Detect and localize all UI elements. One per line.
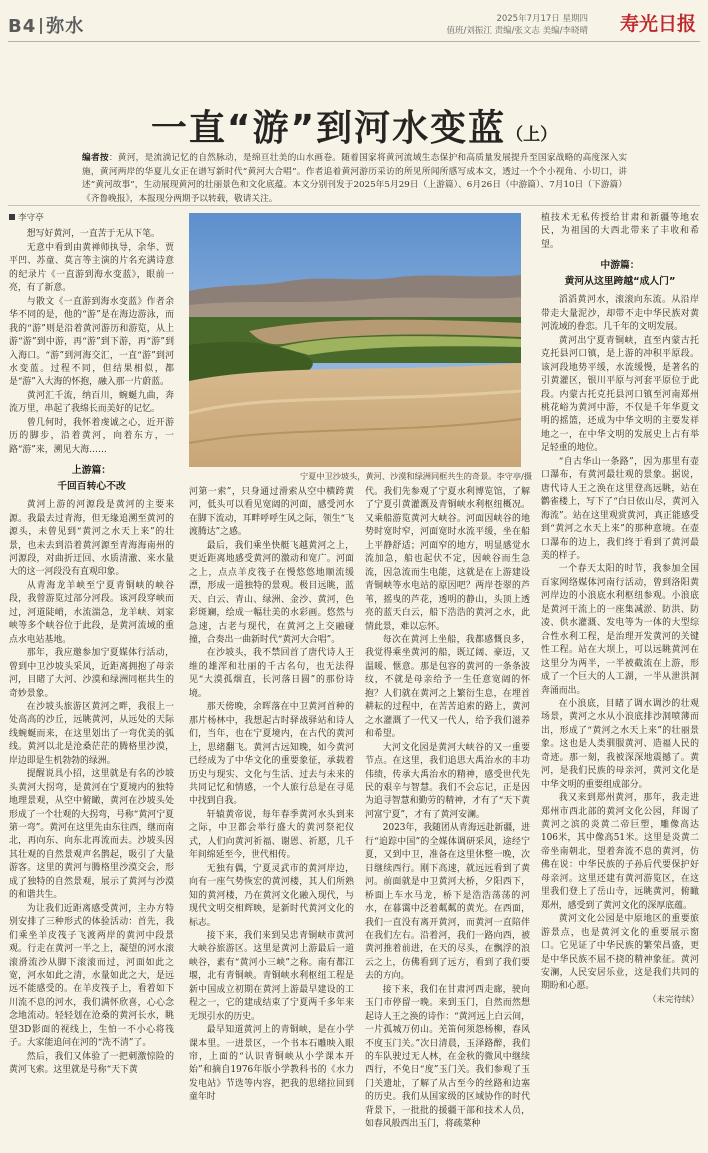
- column-4: [541, 212, 699, 1147]
- paragraph: 在小浪底，目睹了调水调沙的壮观场景，黄河之水从小浪底排沙洞喷薄而出，形成了“黄河之水天上来”的壮丽景象。这也是人类驯服黄河、造福人民的奇迹。那一刻，我被深深地震撼了。黄河，是我们民族的母亲河，黄河文化是中华文明的重要组成部分。: [541, 698, 699, 790]
- qingtongxia-paragraphs: [365, 486, 530, 1132]
- upstream-continued: [189, 486, 354, 647]
- paragraph: 想写好黄河，一直苦于无从下笔。: [26, 229, 160, 240]
- divider: [40, 18, 42, 34]
- intro-paragraphs: [9, 228, 174, 457]
- headline: [0, 100, 708, 151]
- editor-note-label: 编者按: [82, 153, 109, 163]
- paragraph: 与散文《一直游到海水变蓝》作者余华不同的是，他的“游”是在海边游泳，而我的“游”则是沿着黄河游历和游览，从上游“游”到中游，再“游”到下游，再“游”到入海口。“游”到河海交汇，一直“游”到河水变蓝。过程不同，但结果相似，都是“游”入大海的怀抱，融入那一片蔚蓝。: [9, 296, 174, 388]
- newspaper-logo: 寿光日报: [619, 13, 696, 35]
- paragraph: 在沙坡头，我不禁回首了唐代诗人王维的雄浑和壮丽的千古名句，也无法得见“大漠孤烟直，长河落日圆”的那份诗境。: [189, 648, 354, 699]
- column-3: [365, 486, 530, 1147]
- subheading-midstream: [541, 258, 699, 290]
- headline-main: 一直“游”到河水变蓝: [150, 108, 507, 149]
- page-number: B4 弥水: [8, 16, 85, 37]
- paragraph: 提醒说具小招，这里就是有名的沙坡头黄河大拐弯，是黄河在宁夏境内的独特地理景观，从空中俯瞰，黄河在沙坡头处形成了一个壮观的大拐弯，号称“黄河宁夏第一弯”。黄河在这里先由东往西，继而南北，再向东、向东北再流而去。沙坡头因其壮观的自然景观声名鹊起，吸引了大量游客。这里的黄河与腾格里沙漠交会，形成了独特的自然景观，展示了黄河与沙漠的和谐共生。: [9, 769, 174, 901]
- author: 李守亭: [9, 212, 174, 225]
- paragraph: 无独有偶，宁夏灵武市的黄河岸边，向有一座气势恢宏的黄河楼，其人们所熟知的黄河楼，乃在黄河文化融入现代，与现代文明交相辉映，是新时代黄河文化的标志。: [189, 863, 354, 928]
- photo-caption: 宁夏中卫沙坡头，黄河、沙漠和绿洲同框共生的奇景。李守亭/摄: [299, 471, 532, 481]
- subheading-line: 千回百转心不改: [57, 481, 126, 493]
- editors-line: 值班/刘振江 责编/张文志 美编/李晓晴: [446, 26, 588, 36]
- paragraph: 无意中看到由黄禅师执导，余华、贾平凹、苏童、莫言等主演的片名充满诗意的纪录片《一直游到海水变蓝》，眼前一亮，有了新意。: [9, 242, 174, 294]
- section-rule: [8, 205, 700, 206]
- paragraph: 大河文化园是黄河大峡谷的又一重要节点。在这里，我们追思大禹治水的丰功伟绩，传承大禹治水的精神，感受世代先民的艰辛与智慧。我们不会忘记，正是因为追寻智慧和勤劳的精神，才有了“天下黄河富宁夏”，才有了黄河安澜。: [365, 742, 530, 820]
- paragraph: 从青海龙羊峡至宁夏青铜峡的峡谷段，我曾游览过部分河段。该河段穿峡而过，河道陡峭，水流湍急，龙羊峡、刘家峡等多个峡谷位于此段，是黄河流域的重点水电站基地。: [9, 580, 174, 645]
- shapotou-paragraphs: [189, 647, 354, 1104]
- paragraph: 一个春天太阳的时节，我参加全国百家网络媒体河南行活动，曾到洛阳黄河岸边的小浪底水利枢纽参观。小浪底是黄河干流上的一座集减淤、防洪、防凌、供水灌溉、发电等为一体的大型综合性水利工程，是治理开发黄河的关键性工程。站在大坝上，可以远眺黄河在这里分为两半，一半被截流在上游，形成了一个巨大的人工湖，一半从泄洪洞奔涌而出。: [541, 564, 699, 696]
- column-2: [189, 486, 354, 1147]
- paragraph: 最早知道黄河上的青铜峡，是在小学课本里。一进景区，一个书本石雕映入眼帘，上面的“认识青铜峡从小学课本开始”和摘自1976年版小学教科书的《水力发电站》节选等内容，把我的思绪拉回到童年时: [189, 1025, 354, 1103]
- paragraph: 轩辕黄帝说，每年春季黄河水头到来之际，中卫都会举行盛大的黄河祭祀仪式，人们向黄河祈福、谢恩、祈愿，几千年间绵延至今，世代相传。: [189, 809, 354, 861]
- subheading-line: 上游篇：: [71, 465, 112, 477]
- paragraph: 在沙坡头旅游区黄河之畔，我很上一处高高的沙丘，远眺黄河，从远处的天际线蜿蜒而来，在这里划出了一弯优美的弧线。黄河以北是沧桑茫茫的腾格里沙漠，岸边即是生机勃勃的绿洲。: [9, 701, 174, 766]
- paragraph: 曾几何时，我怀着虔诚之心，近开游历的脚步，沿着黄河，向着东方，一路“游”来，溯见大海……: [9, 417, 174, 455]
- yellow-river-photo: [189, 213, 521, 467]
- column-2-top: [189, 212, 354, 213]
- paragraph: 代。我们先参观了宁夏水利博览馆，了解了宁夏引黄灌溉及青铜峡水利枢纽概况。又乘船游览黄河大峡谷。河面因峡谷的地势时宽时窄，河面宽时水流平缓，坐在船上平静舒适；河面窄的地方，明显感觉水流加急，船也起伏不定，因峡谷而生急流，因急流而生电能，这就是在上游建设青铜峡等水电站的原因吧？两岸苍翠的芦苇，摇曳的芦花，透明的静山，头顶上透亮的蓝天白云，船下浩浩的黄河之水，此情此景，难以忘怀。: [365, 487, 530, 632]
- paragraph: 2023年，我随团从青海远赴新疆，进行“追踪中国”的全媒体调研采风，途经宁夏，又到中卫，准备在这里休整一晚，次日继续西行。刚下高速，就远远看到了黄河。前面就是中卫黄河大桥，夕阳西下，桥面上车水马龙，桥下是浩浩荡荡的河水，在暮霭中泛着粼粼的黄光。在西面，我们一直没有离开黄河，而黄河一直陪伴在我们左右。沿着河，我们一路向西，被黄河推着前进，在天的尽头，在飘浮的浪云之上，仿佛看到了远方，看到了我们要去的方向。: [365, 823, 530, 982]
- paragraph: 黄河汇千流，纳百川，蜿蜒九曲，奔流万里，串起了我绵长而美好的记忆。: [9, 390, 174, 415]
- date-line: [447, 13, 589, 37]
- paragraph: 那天傍晚，余晖落在中卫黄河首种的那片杨林中，我想起古时驿战驿站和诗人们，当年，也在宁夏境内，在古代的黄河上，思绪翻飞。黄河古远知晚，如今黄河已经成为了中华文化的重要象征，承载着历史与现实、文化与生活、过去与未来的共同记忆和情感，一个人旅行总是在寻觅中找到自我。: [189, 702, 354, 807]
- top-rule: [8, 41, 700, 42]
- subheading-upstream: [9, 463, 174, 495]
- paragraph: 最后，我们乘坐快艇飞越黄河之上，更近距离地感受黄河的激动和宽广。河面之上，点点羊皮筏子在慢悠悠地顺流缓漂，形成一道独特的景观。极目远眺，蓝天、白云、青山、绿洲、金沙、黄河，色彩斑斓，绘成一幅壮美的水彩画。悠然与急速，古老与现代，在黄河之上交融碰撞，合奏出一曲新时代“黄河大合唱”。: [189, 540, 354, 645]
- paragraph: 河第一索”，只身通过滑索从空中横跨黄河，低头可以看见宽阔的河面，感受河水在脚下流动，耳畔呼呼生风之际，领生“飞渡腾达”之感。: [189, 487, 354, 538]
- subheading-line: 黄河从这里跨越“成人门”: [564, 276, 676, 288]
- paragraph: 植技术无私传授给甘肃和新疆等地农民，为祖国的大西北带来了丰收和希望。: [541, 213, 699, 250]
- paragraph: 接下来，我们来到吴忠青铜峡市黄河大峡谷旅游区。这里是黄河上游最后一道峡谷，素有“黄河小三峡”之称。南有都江堰，北有青铜峡。青铜峡水利枢纽工程是新中国成立初期在黄河上游最早建设的工程之一，它的建成结束了宁夏两千多年来无坝引水的历史。: [189, 930, 354, 1022]
- paragraph: 为让我们近距离感受黄河，主办方特别安排了三种形式的体验活动：首先，我们乘坐羊皮筏子飞渡两岸的黄河中段景观。行走在黄河一半之上，凝望的河水滚滚滑流沙从脚下滚滚而过，河面如此之宽，河水如此之清，水量如此之大，是远远不能感受的。在羊皮筏子上，看着如下川流不息的河水，我们满怀欣喜，心心念念地流动。轻轻划在沧桑的黄河长水，眺望3D影面的视线上，生怕一不小心将筏子。大家能追问在河的“洗不清”了。: [9, 903, 174, 1049]
- paragraph: 黄河上游的河源段是黄河的主要来源。我最去过青海，但无缘追溯至黄河的源头，未曾见到“黄河之水天上来”的壮景，也未去到沿着黄河源至青海海南州的河源段，对曲折迂回、水质清澈、来水量大的这一河段没有直观印象。: [9, 500, 174, 578]
- midstream-paragraphs: [541, 294, 699, 994]
- masthead: [0, 0, 708, 38]
- paragraph: 滔滔黄河水，滚滚向东流。从沿岸带走大量泥沙，却带不走中华民族对黄河流域的眷恋。几千年的文明发展。: [541, 295, 699, 333]
- paragraph: 接下来，我们在甘肃河西走廊，驶向玉门市停留一晚。来到玉门，自然而然想起诗人王之涣的诗作：“黄河远上白云间，一片孤城万仞山。羌笛何须怨杨柳，春风不度玉门关。”次日清晨，玉泽路醉，我们的车队驶过无人林，在金秋的微风中继续西行，不免日“度”玉门关。我们参观了玉门关遗址，了解了从古至今的丝路和边塞的历史。我们从国家级的区域协作的时代背景下，一批批的援疆干部和技术人员，如春风般西出玉门，将疏菜种: [365, 984, 530, 1130]
- issue-date: 2025年7月17日 星期四: [496, 14, 588, 24]
- editor-note: [82, 152, 627, 206]
- paragraph: 然后，我们又体验了一把刺激惊险的黄河飞索。这里就是号称“天下黄: [9, 1051, 174, 1076]
- column-4-lead: [541, 212, 699, 252]
- editor-note-text: ：黄河，是流淌记忆的自然脉动，是绵亘壮美的山水画卷。随着国家将黄河流域生态保护和高质量发展提升至国家战略的高度深入实施，黄河两岸的华夏儿女正在谱写新时代“黄河大合唱”。作者追着黄河游历采访的所见所闻所感写成本文，透过一个个小视角、小切口，讲述“黄河故事”，生动展现黄河的壮丽景色和文化底蕴。本文分别刊发于2025年5月29日（上游篇）、6月26日（中游篇）、7月10日（下游篇）《齐鲁晚报》，本报现分两期予以转载，敬请关注。: [82, 153, 628, 204]
- headline-part: （上）: [506, 125, 558, 145]
- column-1: [9, 212, 174, 1147]
- paragraph: “自古华山一条路”，因为那里有壶口瀑布，有黄河最壮观的景象。据说，唐代诗人王之涣在这里登高远眺，站在鹳雀楼上，写下了“白日依山尽，黄河入海流”。站在这里观赏黄河，真正能感受到“黄河之水天上来”的那种意境。在壶口瀑布的边上，我们终于看到了黄河最美的样子。: [541, 456, 699, 561]
- to-be-continued: （未完待续）: [647, 994, 699, 1005]
- paragraph: 每次在黄河上坐船，我都感慨良多，我觉得乘坐黄河的船，既辽阔、豪迈，又温暖、惬意。那是包容的黄河的一条条波纹，不就是母亲给予一生任意宽阔的怀抱？人们就在黄河之上繁衍生息，在埋首耕耘的过程中，在苦苦追索的路上，黄河之水灌溉了一代又一代人，给予我们滋养和希望。: [365, 634, 530, 740]
- subheading-line: 中游篇：: [600, 260, 640, 272]
- paragraph: 我又来到郑州黄河，那年，我走进郑州市西北部的黄河文化公园，拜谒了黄河之滨的炎黄二帝巨塑，雕像高达106米，其中像高51米。这里是炎黄二帝坐南朝北，望着奔流不息的黄河，仿佛在说：中华民族的子孙后代要保护好母亲河。这里还建有黄河游览区，在这里我们登上了岳山寺，远眺黄河，俯瞰郑州，感受到了黄河文化的深厚底蕴。: [541, 793, 699, 911]
- paragraph: 黄河出宁夏青铜峡，直至内蒙古托克托县河口镇，是上游的冲积平原段。该河段地势平缓，水流缓慢，是著名的引黄灌区，银川平原与河套平原位于此段。内蒙古托克托县河口镇至河南郑州桃花峪为黄河中游，不仅是千年华夏文明的摇篮，还成为中华文明的主要发祥地之一，在中华文明的发展史上占有举足轻重的地位。: [541, 335, 699, 454]
- paragraph: 黄河文化公园是中原地区的重要旅游景点，也是黄河文化的重要展示窗口。它见证了中华民族的繁荣昌盛，更是中华民族不屈不挠的精神象征。黄河安澜，人民安居乐业，这是我们共同的期盼和心愿。: [541, 914, 699, 992]
- paragraph: 那年，我应邀参加宁夏媒体行活动，曾到中卫沙坡头采风，近距离拥抱了母亲河，目睹了大河、沙漠和绿洲同框共生的奇妙景象。: [9, 648, 174, 699]
- upstream-paragraphs: [9, 499, 174, 1077]
